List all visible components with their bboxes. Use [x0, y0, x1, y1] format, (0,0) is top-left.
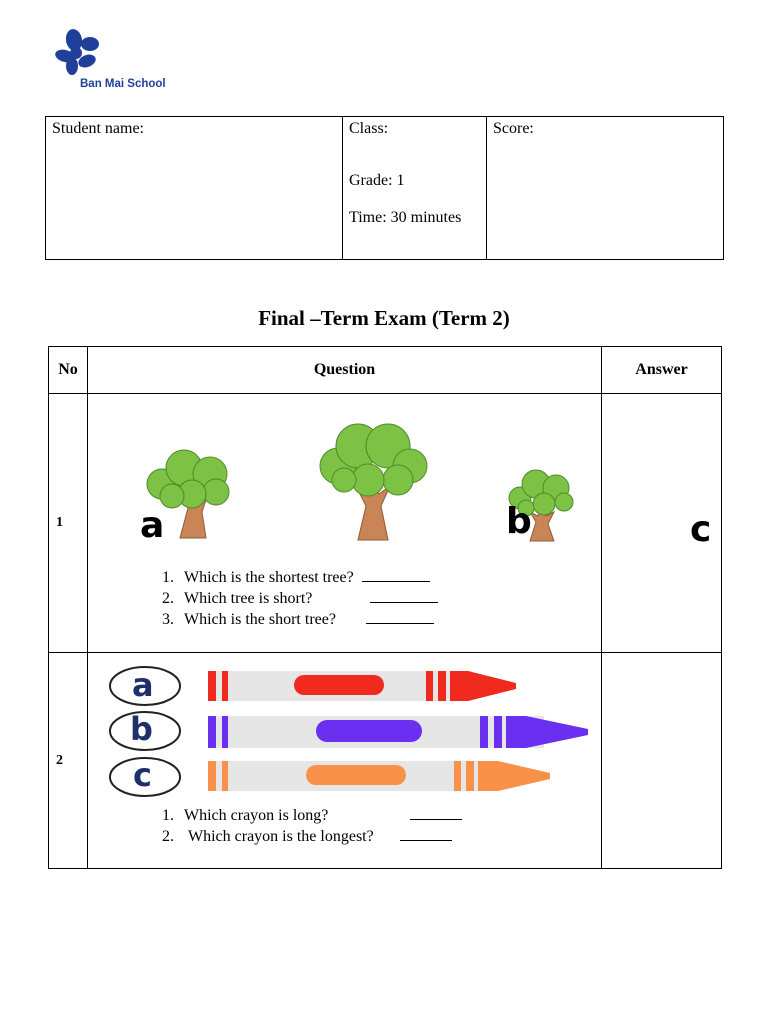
student-info-table — [45, 116, 724, 260]
question-list — [162, 805, 462, 847]
crayon-a — [208, 671, 516, 701]
class-label: Class: — [349, 120, 389, 137]
answer-blank[interactable] — [366, 609, 434, 624]
row-number: 1 — [49, 394, 88, 653]
exam-title: Final –Term Exam (Term 2) — [258, 306, 510, 330]
list-item: 2. Which tree is short? — [162, 588, 438, 609]
tree-label-b: b — [506, 501, 532, 542]
crayons-illustration — [88, 653, 602, 803]
list-item: 3. Which is the short tree? — [162, 609, 438, 630]
answer-blank[interactable] — [400, 826, 452, 841]
class-field — [343, 117, 487, 260]
question-cell — [88, 653, 602, 869]
table-header-row — [49, 347, 722, 394]
answer-text: c — [690, 509, 712, 550]
tree-tall — [320, 424, 427, 540]
answer-cell[interactable] — [602, 394, 722, 653]
table-row — [49, 653, 722, 869]
header-no: No — [49, 347, 88, 394]
list-item: 2. Which crayon is the longest? — [162, 826, 462, 847]
header-answer: Answer — [602, 347, 722, 394]
grade-text: Grade: 1 — [349, 172, 405, 189]
student-name-label: Student name: — [52, 120, 144, 137]
row-number: 2 — [49, 653, 88, 869]
time-text: Time: 30 minutes — [349, 209, 462, 226]
answer-blank[interactable] — [410, 805, 462, 820]
crayon-label-a: a — [132, 666, 154, 704]
score-field — [487, 117, 724, 260]
crayon-c — [208, 761, 550, 791]
crayon-label-c: c — [133, 756, 152, 794]
exam-table — [48, 346, 722, 869]
school-logo — [52, 26, 182, 96]
answer-blank[interactable] — [362, 567, 430, 582]
list-item: 1. Which is the shortest tree? — [162, 567, 438, 588]
question-cell — [88, 394, 602, 653]
crayon-label-b: b — [130, 710, 153, 748]
student-name-field — [46, 117, 343, 260]
crayon-b — [208, 716, 588, 748]
list-item: 1. Which crayon is long? — [162, 805, 462, 826]
answer-cell[interactable] — [602, 653, 722, 869]
header-question: Question — [88, 347, 602, 394]
table-row — [49, 394, 722, 653]
question-list — [162, 567, 438, 630]
tree-label-a: a — [140, 505, 165, 546]
school-name: Ban Mai School — [80, 78, 166, 90]
score-label: Score: — [493, 120, 534, 137]
flower-logo-icon — [52, 26, 132, 86]
answer-blank[interactable] — [370, 588, 438, 603]
